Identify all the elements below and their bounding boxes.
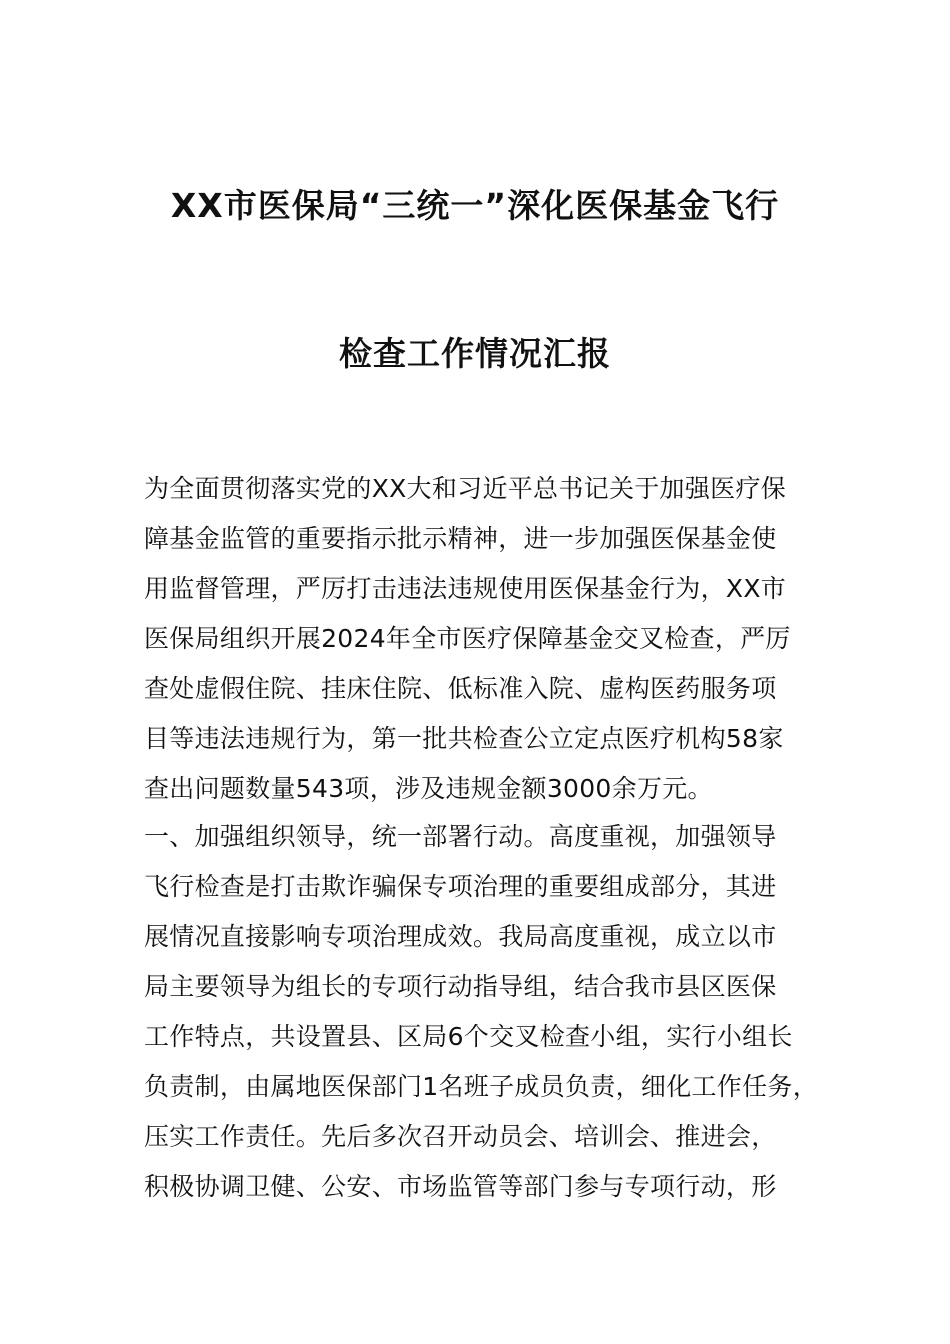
- document-title-line-1: XX市医保局“三统一”深化医保基金飞行: [170, 186, 780, 225]
- paragraph-line: 用监督管理，严厉打击违法违规使用医保基金行为，XX市: [144, 574, 787, 603]
- paragraph-line: 工作特点，共设置县、区局6个交叉检查小组，实行小组长: [144, 1022, 793, 1051]
- paragraph-line: 负责制，由属地医保部门1名班子成员负责，细化工作任务，: [144, 1072, 819, 1101]
- paragraph-line: 障基金监管的重要指示批示精神，进一步加强医保基金使: [144, 524, 777, 553]
- paragraph-line: 为全面贯彻落实党的XX大和习近平总书记关于加强医疗保: [144, 474, 787, 503]
- paragraph-line: 压实工作责任。先后多次召开动员会、培训会、推进会，: [144, 1122, 777, 1151]
- paragraph-line: 飞行检查是打击欺诈骗保专项治理的重要组成部分，其进: [144, 872, 777, 901]
- paragraph-line: 目等违法违规行为，第一批共检查公立定点医疗机构58家: [144, 724, 784, 753]
- paragraph-line: 查处虚假住院、挂床住院、低标准入院、虚构医药服务项: [144, 674, 777, 703]
- intro-paragraph: [144, 464, 834, 814]
- paragraph-line: 展情况直接影响专项治理成效。我局高度重视，成立以市: [144, 922, 777, 951]
- section-one-paragraph: [144, 812, 834, 1212]
- paragraph-line: 积极协调卫健、公安、市场监管等部门参与专项行动，形: [144, 1172, 777, 1201]
- paragraph-line: 查出问题数量543项，涉及违规金额3000余万元。: [144, 774, 713, 803]
- paragraph-line: 一、加强组织领导，统一部署行动。高度重视，加强领导: [144, 822, 777, 851]
- paragraph-line: 局主要领导为组长的专项行动指导组，结合我市县区医保: [144, 972, 777, 1001]
- document-title-line-2: 检查工作情况汇报: [339, 334, 611, 373]
- paragraph-line: 医保局组织开展2024年全市医疗保障基金交叉检查，严厉: [144, 624, 791, 653]
